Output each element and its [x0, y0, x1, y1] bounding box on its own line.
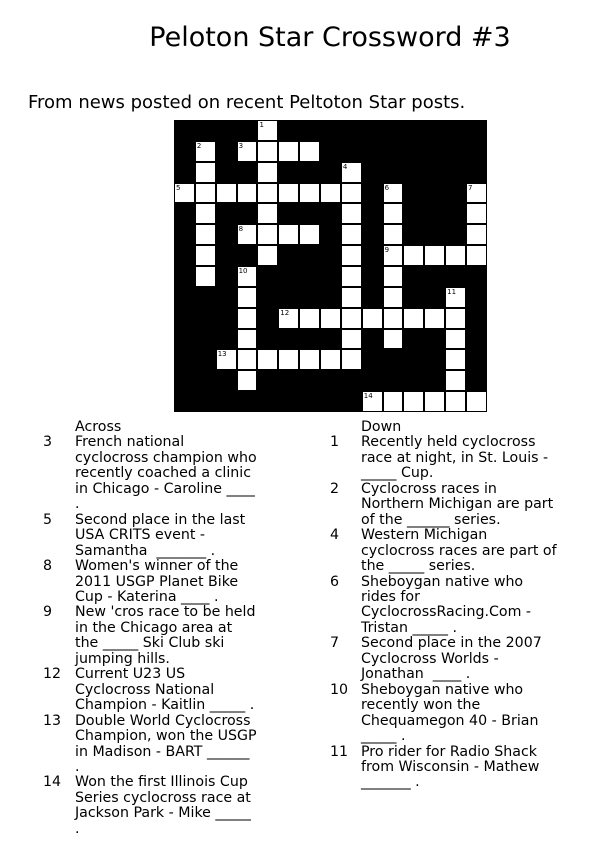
clue-line: in the Chicago area at — [75, 619, 233, 636]
clue-line: Sheboygan native who — [361, 681, 524, 698]
clue-number: 10 — [238, 267, 248, 276]
clue-number: 5 — [43, 511, 53, 528]
grid-cell[interactable] — [257, 349, 278, 370]
clue-item — [318, 435, 608, 481]
clue-item — [30, 667, 290, 713]
grid-cell[interactable] — [237, 308, 258, 329]
clue-line: Western Michigan — [361, 527, 488, 544]
grid-cell[interactable] — [383, 329, 404, 350]
clue-number: 10 — [330, 681, 349, 698]
grid-cell[interactable] — [237, 329, 258, 350]
clue-number: 12 — [280, 308, 290, 317]
clue-line: Double World Cyclocross — [75, 712, 251, 729]
clue-line: New 'cros race to be held — [75, 604, 256, 621]
clue-item — [30, 513, 290, 559]
grid-cell[interactable] — [383, 391, 404, 412]
grid-cell[interactable] — [341, 308, 362, 329]
grid-cell[interactable] — [257, 141, 278, 162]
grid-cell[interactable] — [424, 245, 445, 266]
clue-number: 13 — [43, 712, 62, 729]
clue-number: 14 — [363, 392, 373, 401]
grid-cell[interactable] — [299, 183, 320, 204]
grid-cell[interactable] — [257, 120, 278, 141]
grid-cell[interactable] — [466, 203, 487, 224]
clue-line: _____ . — [361, 728, 406, 745]
across-clues — [30, 420, 290, 837]
clue-line: 2011 USGP Planet Bike — [75, 573, 239, 590]
clue-line: Cup - Katerina ____ . — [75, 588, 219, 605]
clue-line: Series cyclocross race at — [75, 789, 251, 806]
clue-number: 9 — [43, 604, 53, 621]
grid-cell[interactable] — [237, 287, 258, 308]
clue-line: race at night, in St. Louis - — [361, 449, 549, 466]
grid-cell[interactable] — [341, 162, 362, 183]
clue-text — [361, 575, 531, 637]
clue-line: French national — [75, 434, 185, 451]
clue-number: 2 — [330, 480, 340, 497]
clue-line: rides for — [361, 588, 420, 605]
clue-number: 11 — [330, 743, 349, 760]
clue-number: 7 — [330, 635, 340, 652]
grid-cell[interactable] — [257, 224, 278, 245]
down-clues — [318, 420, 608, 791]
grid-cell[interactable] — [195, 162, 216, 183]
clue-number: 1 — [330, 434, 340, 451]
clue-item — [318, 528, 608, 574]
grid-cell[interactable] — [237, 266, 258, 287]
grid-cell[interactable] — [216, 349, 237, 370]
grid-cell[interactable] — [383, 287, 404, 308]
clue-line: recently coached a clinic — [75, 465, 252, 482]
clue-line: Samantha _______ . — [75, 542, 216, 559]
grid-cell[interactable] — [362, 391, 383, 412]
clue-number: 1 — [259, 121, 264, 129]
clue-line: Pro rider for Radio Shack — [361, 743, 537, 760]
crossword-grid — [174, 120, 487, 412]
clue-line: Champion, won the USGP — [75, 728, 257, 745]
clue-item — [318, 482, 608, 528]
grid-cell[interactable] — [257, 203, 278, 224]
clue-text — [75, 667, 254, 713]
grid-cell[interactable] — [237, 349, 258, 370]
grid-cell[interactable] — [341, 245, 362, 266]
clue-number: 13 — [217, 350, 227, 359]
grid-cell[interactable] — [237, 183, 258, 204]
grid-cell[interactable] — [466, 391, 487, 412]
grid-cell[interactable] — [341, 203, 362, 224]
grid-cell[interactable] — [278, 349, 299, 370]
grid-cell[interactable] — [383, 245, 404, 266]
grid-cell[interactable] — [257, 245, 278, 266]
grid-cell[interactable] — [362, 308, 383, 329]
clue-item — [318, 575, 608, 637]
clue-line: the _____ Ski Club ski — [75, 635, 225, 652]
clue-line: Champion - Kaitlin _____ . — [75, 697, 255, 714]
grid-cell[interactable] — [320, 183, 341, 204]
clue-text — [75, 714, 257, 776]
clue-item — [30, 559, 290, 605]
clue-item — [30, 435, 290, 512]
subtitle: From news posted on recent Peltoton Star posts. — [28, 92, 466, 113]
clue-line: Sheboygan native who — [361, 573, 524, 590]
grid-cell[interactable] — [445, 391, 466, 412]
grid-cell[interactable] — [195, 203, 216, 224]
clue-line: Second place in the 2007 — [361, 635, 542, 652]
grid-cell[interactable] — [341, 329, 362, 350]
clue-number: 4 — [330, 527, 340, 544]
clue-text — [361, 636, 542, 682]
grid-cell[interactable] — [195, 266, 216, 287]
clue-line: jumping hills. — [75, 650, 170, 667]
clue-item — [318, 683, 608, 745]
grid-cell[interactable] — [278, 183, 299, 204]
clue-text — [75, 559, 238, 605]
grid-cell[interactable] — [445, 287, 466, 308]
grid-cell[interactable] — [466, 224, 487, 245]
clue-text — [361, 435, 548, 481]
clue-line: Cyclocross races in — [361, 480, 497, 497]
clue-item — [318, 745, 608, 791]
clue-line: USA CRITS event - — [75, 527, 206, 544]
grid-cell[interactable] — [195, 224, 216, 245]
clue-text — [361, 745, 539, 791]
grid-cell[interactable] — [383, 183, 404, 204]
clue-line: of the ______ series. — [361, 511, 501, 528]
page-title: Peloton Star Crossword #3 — [149, 22, 511, 53]
grid-cell[interactable] — [237, 224, 258, 245]
clue-line: recently won the — [361, 697, 481, 714]
clue-line: Won the first Illinois Cup — [75, 774, 248, 791]
grid-cell[interactable] — [445, 308, 466, 329]
grid-cell[interactable] — [403, 391, 424, 412]
down-heading: Down — [361, 419, 402, 435]
clue-item — [318, 636, 608, 682]
grid-cell[interactable] — [174, 183, 195, 204]
grid-cell[interactable] — [445, 370, 466, 391]
grid-cell[interactable] — [237, 370, 258, 391]
grid-cell[interactable] — [403, 308, 424, 329]
grid-cell[interactable] — [383, 203, 404, 224]
clue-number: 3 — [238, 141, 244, 150]
grid-cell[interactable] — [299, 224, 320, 245]
grid-cell[interactable] — [320, 308, 341, 329]
clue-line: Cyclocross Worlds - — [361, 650, 499, 667]
clue-text — [75, 435, 257, 512]
clue-item — [30, 775, 290, 837]
grid-cell[interactable] — [341, 183, 362, 204]
grid-cell[interactable] — [383, 224, 404, 245]
clue-line: Chequamegon 40 - Brian — [361, 712, 539, 729]
grid-cell[interactable] — [299, 141, 320, 162]
grid-cell[interactable] — [445, 349, 466, 370]
clue-line: in Madison - BART ______ — [75, 743, 250, 760]
clue-number: 12 — [43, 666, 62, 683]
clue-text — [361, 482, 553, 528]
clue-line: . — [75, 496, 80, 513]
clue-number: 3 — [43, 434, 53, 451]
clue-line: _____ Cup. — [361, 465, 434, 482]
clue-line: Tristan _____ . — [361, 619, 457, 636]
clue-number: 9 — [384, 246, 390, 255]
grid-cell[interactable] — [257, 183, 278, 204]
grid-cell[interactable] — [445, 245, 466, 266]
clue-line: the _____ series. — [361, 558, 476, 575]
grid-cell[interactable] — [278, 141, 299, 162]
across-heading: Across — [75, 419, 122, 435]
grid-cell[interactable] — [424, 391, 445, 412]
clue-number: 8 — [43, 558, 53, 575]
grid-cell[interactable] — [216, 183, 237, 204]
grid-cell[interactable] — [466, 245, 487, 266]
clue-line: from Wisconsin - Mathew — [361, 758, 540, 775]
clue-item — [30, 714, 290, 776]
grid-cell[interactable] — [341, 266, 362, 287]
clue-line: Current U23 US — [75, 666, 186, 683]
grid-cell[interactable] — [466, 183, 487, 204]
grid-cell[interactable] — [195, 141, 216, 162]
clue-line: CyclocrossRacing.Com - — [361, 604, 532, 621]
clue-line: in Chicago - Caroline ____ — [75, 480, 255, 497]
grid-cell[interactable] — [299, 349, 320, 370]
clue-line: Jackson Park - Mike _____ — [75, 805, 251, 822]
clue-line: Second place in the last — [75, 511, 246, 528]
grid-cell[interactable] — [445, 329, 466, 350]
clue-number: 5 — [176, 183, 181, 192]
clue-text — [361, 528, 557, 574]
clue-item — [30, 605, 290, 667]
clue-line: cyclocross races are part of — [361, 542, 557, 559]
clue-line: Northern Michigan are part — [361, 496, 554, 513]
clue-text — [75, 513, 245, 559]
grid-cell[interactable] — [195, 245, 216, 266]
grid-cell[interactable] — [341, 349, 362, 370]
clue-number: 11 — [447, 287, 457, 296]
grid-cell[interactable] — [341, 224, 362, 245]
grid-cell[interactable] — [341, 287, 362, 308]
clue-line: _______ . — [361, 774, 420, 791]
grid-cell[interactable] — [237, 141, 258, 162]
grid-cell[interactable] — [299, 308, 320, 329]
grid-cell[interactable] — [383, 266, 404, 287]
grid-cell[interactable] — [424, 308, 445, 329]
clue-line: Recently held cyclocross — [361, 434, 536, 451]
clue-number: 4 — [342, 162, 348, 171]
clue-text — [75, 605, 256, 667]
clue-line: Women's winner of the — [75, 558, 239, 575]
clue-line: Cyclocross National — [75, 681, 215, 698]
grid-cell[interactable] — [278, 308, 299, 329]
grid-cell[interactable] — [195, 183, 216, 204]
grid-cell[interactable] — [257, 162, 278, 183]
clue-line: . — [75, 820, 80, 837]
grid-cell[interactable] — [278, 224, 299, 245]
clue-number: 7 — [468, 183, 473, 192]
clue-line: Jonathan ____ . — [361, 666, 471, 683]
clue-number: 6 — [330, 573, 340, 590]
clue-number: 14 — [43, 774, 62, 791]
clue-text — [361, 683, 538, 745]
grid-cell[interactable] — [403, 245, 424, 266]
clue-line: . — [75, 758, 80, 775]
grid-cell[interactable] — [383, 308, 404, 329]
grid-cell[interactable] — [320, 349, 341, 370]
clue-number: 2 — [196, 141, 202, 150]
clue-number: 8 — [238, 225, 244, 234]
clue-text — [75, 775, 251, 837]
clue-line: cyclocross champion who — [75, 449, 257, 466]
clue-number: 6 — [384, 183, 390, 192]
